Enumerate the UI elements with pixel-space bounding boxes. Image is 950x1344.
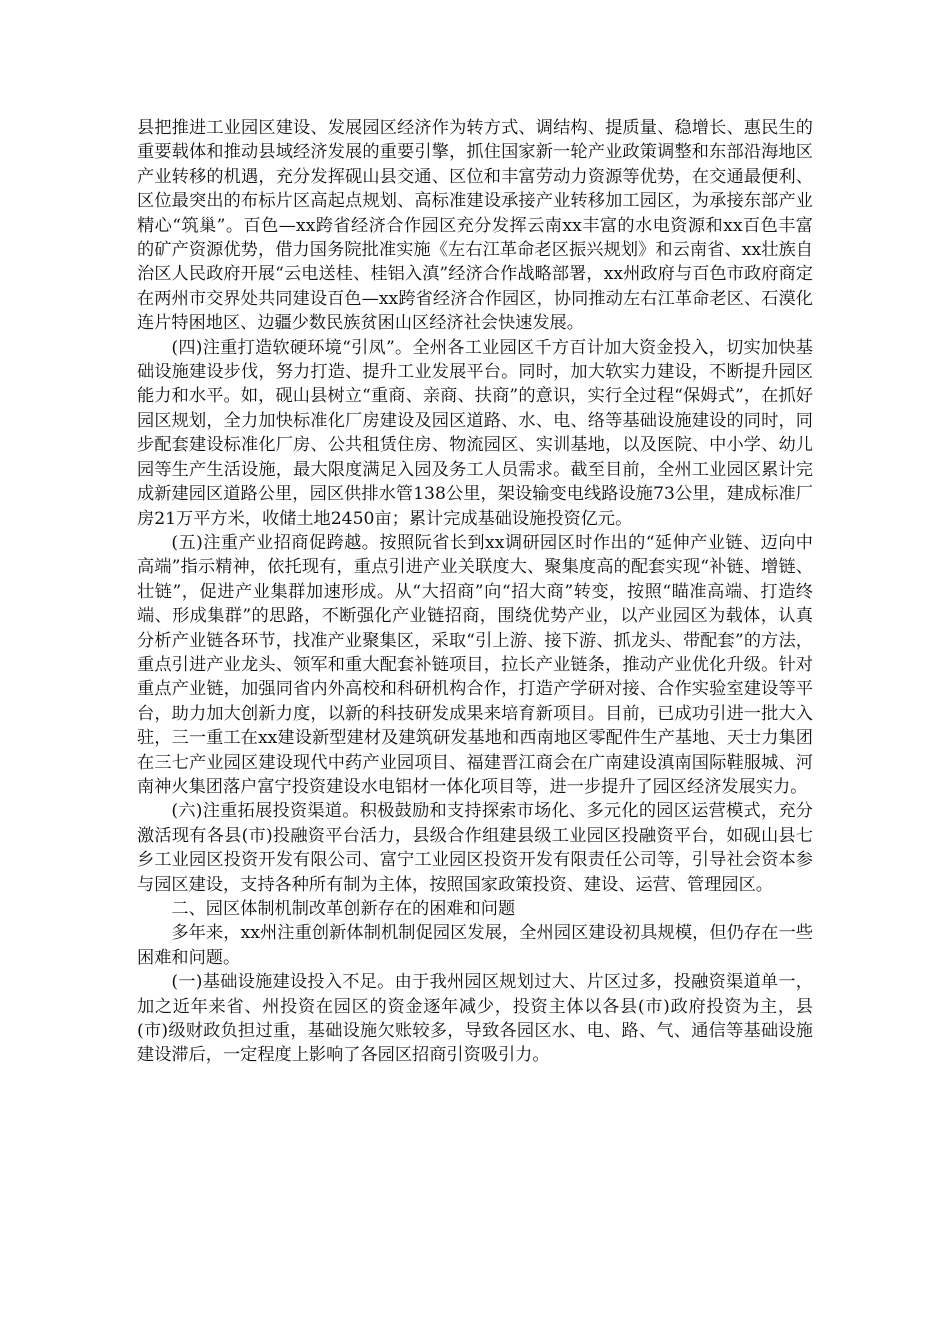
paragraph-5: 多年来，xx州注重创新体制机制促园区发展，全州园区建设初具规模，但仍存在一些困难和问题。 <box>137 923 813 968</box>
paragraph-6: (一)基础设施建设投入不足。由于我州园区规划过大、片区过多，投融资渠道单一，加之近年来省、州投资在园区的资金逐年减少，投资主体以各县(市)政府投资为主，县(市)级财政负担过重，基础设施欠账较多，导致各园区水、电、路、气、通信等基础设施建设滞后，一定程度上影响了各园区招商引资吸引力。 <box>137 972 813 1066</box>
section-heading: 二、园区体制机制改革创新存在的困难和问题 <box>171 899 516 919</box>
paragraph-2: (四)注重打造软硬环境“引凤”。全州各工业园区千方百计加大资金投入，切实加快基础设施建设步伐，努力打造、提升工业发展平台。同时，加大软实力建设，不断提升园区能力和水平。如，砚山县树立“重商、亲商、扶商”的意识，实行全过程“保姆式”，在抓好园区规划，全力加快标准化厂房建设及园区道路、水、电、络等基础设施建设的同时，同步配套建设标准化厂房、公共租赁住房、物流园区、实训基地，以及医院、中小学、幼儿园等生产生活设施，最大限度满足入园及务工人员需求。截至目前，全州工业园区累计完成新建园区道路公里，园区供排水管138公里，架设输变电线路设施73公里，建成标准厂房21万平方米，收储土地2450亩；累计完成基础设施投资亿元。 <box>137 337 813 529</box>
paragraph-4: (六)注重拓展投资渠道。积极鼓励和支持探索市场化、多元化的园区运营模式，充分激活现有各县(市)投融资平台活力，县级合作组建县级工业园区投融资平台，如砚山县七乡工业园区投资开发有限公司、富宁工业园区投资开发有限责任公司等，引导社会资本参与园区建设，支持各种所有制为主体，按照国家政策投资、建设、运营、管理园区。 <box>137 801 813 895</box>
paragraph-3: (五)注重产业招商促跨越。按照阮省长到xx调研园区时作出的“延伸产业链、迈向中高端”指示精神，依托现有，重点引进产业关联度大、聚集度高的配套实现“补链、增链、壮链”，促进产业集群加速形成。从“大招商”向“招大商”转变，按照“瞄准高端、打造终端、形成集群”的思路，不断强化产业链招商，围绕优势产业，以产业园区为载体，认真分析产业链各环节，找准产业聚集区，采取“引上游、接下游、抓龙头、带配套”的方法，重点引进产业龙头、领军和重大配套补链项目，拉长产业链条，推动产业优化升级。针对重点产业链，加强同省内外高校和科研机构合作，打造产学研对接、合作实验室建设等平台，助力加大创新力度，以新的科技研发成果来培育新项目。目前，已成功引进一批大入驻，三一重工在xx建设新型建材及建筑研发基地和西南地区零配件生产基地、天士力集团在三七产业园区建设现代中药产业园项目、福建晋江商会在广南建设滇南国际鞋服城、河南神火集团落户富宁投资建设水电铝材一体化项目等，进一步提升了园区经济发展实力。 <box>137 532 813 797</box>
paragraph-1: 县把推进工业园区建设、发展园区经济作为转方式、调结构、提质量、稳增长、惠民生的重要载体和推动县域经济发展的重要引擎，抓住国家新一轮产业政策调整和东部沿海地区产业转移的机遇，充分发挥砚山县交通、区位和丰富劳动力资源等优势，在交通最便利、区位最突出的布标片区高起点规划、高标准建设承接产业转移加工园区，为承接东部产业精心“筑巢”。百色—xx跨省经济合作园区充分发挥云南xx丰富的水电资源和xx百色丰富的矿产资源优势，借力国务院批准实施《左右江革命老区振兴规划》和云南省、xx壮族自治区人民政府开展“云电送桂、桂铝入滇”经济合作战略部署，xx州政府与百色市政府商定在两州市交界处共同建设百色—xx跨省经济合作园区，协同推动左右江革命老区、石漠化连片特困地区、边疆少数民族贫困山区经济社会快速发展。 <box>137 118 813 334</box>
document-page <box>137 116 813 1068</box>
